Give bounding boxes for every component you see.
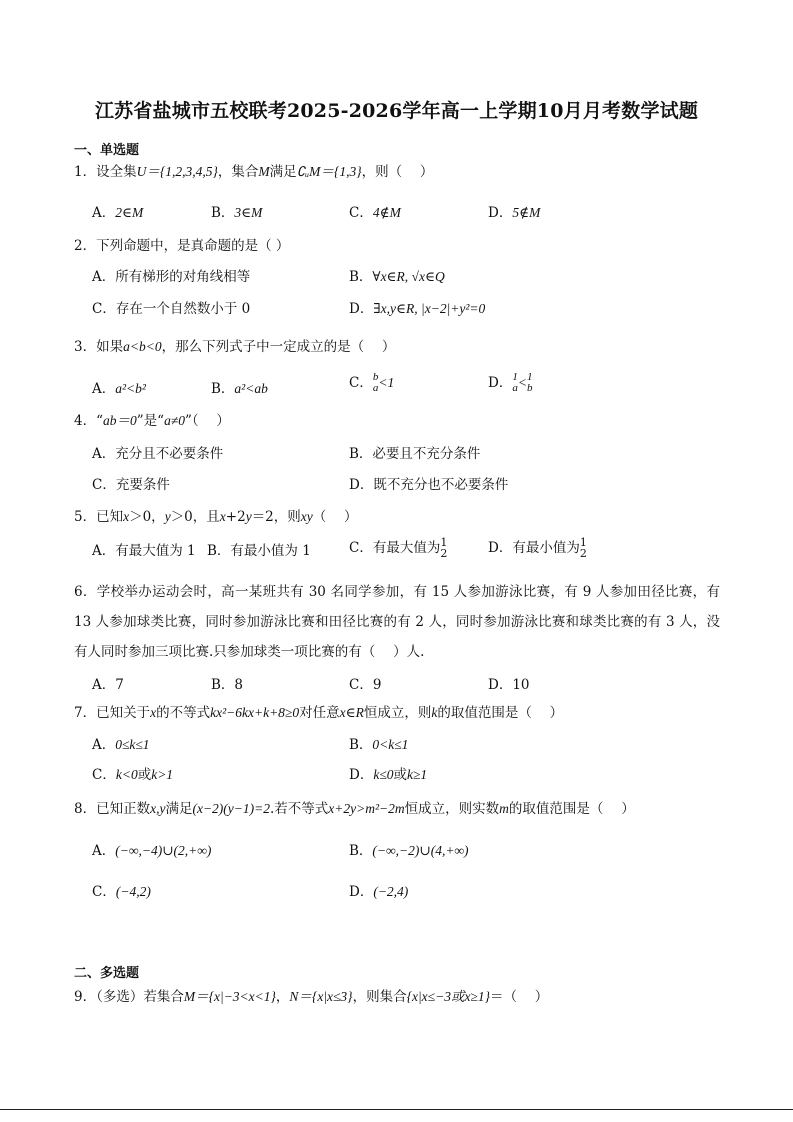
question-text: 对任意	[299, 705, 340, 721]
question-text: （多选）若集合	[96, 989, 184, 1005]
math-expression: <	[517, 375, 527, 390]
option-a: A．所有梯形的对角线相等	[92, 269, 251, 285]
question-number: 6．	[74, 584, 97, 600]
option-label: C．	[349, 375, 373, 391]
option-b: B．8	[211, 677, 244, 693]
option-label: D．	[488, 205, 513, 221]
question-text: 恒成立，则	[363, 705, 432, 721]
question-text: ，集合	[217, 164, 259, 180]
question-4	[74, 412, 230, 430]
math-expression: kx²−6kx+k+8≥0	[210, 705, 300, 720]
section-heading-multiple-choice: 二、多选题	[74, 966, 140, 981]
question-number: 4．	[74, 413, 97, 429]
question-text: ，那么下列式子中一定成立的是（ ）	[161, 339, 396, 355]
option-b: B．有最小值为 1	[207, 543, 311, 559]
question-text: ，则（ ）	[361, 164, 434, 180]
math-expression: (x−2)(y−1)=2	[192, 801, 270, 816]
question-6	[74, 577, 720, 667]
question-1	[74, 163, 433, 181]
question-text: 已知	[96, 509, 124, 525]
option-d	[349, 300, 485, 318]
option-d	[349, 766, 427, 784]
question-7	[74, 704, 563, 722]
math-expression: (−∞,−4)∪(2,+∞)	[115, 843, 212, 858]
option-b: B．必要且不充分条件	[349, 446, 481, 462]
math-expression: a≠0	[164, 413, 185, 428]
option-d	[349, 883, 408, 901]
option-label: B．	[349, 843, 373, 859]
question-number: 2．	[74, 238, 97, 254]
question-5	[74, 508, 358, 526]
option-b	[349, 736, 408, 754]
option-c: C．充要条件	[92, 477, 170, 493]
math-expression: m	[499, 801, 509, 816]
math-expression: ab＝0	[103, 413, 137, 428]
option-c	[349, 537, 447, 559]
math-expression: ∀x∈R, √x∈Q	[372, 269, 445, 284]
numerator: 1	[579, 536, 587, 549]
math-expression: 2∈M	[115, 205, 144, 220]
question-3	[74, 338, 395, 356]
option-label: B．	[349, 737, 373, 753]
page-bottom-rule	[0, 1109, 793, 1110]
option-d: D．10	[488, 677, 530, 693]
question-2	[74, 237, 289, 255]
option-b	[349, 842, 469, 860]
question-text: （ ）	[312, 509, 358, 525]
option-a	[92, 736, 150, 754]
option-d	[488, 204, 540, 222]
denominator: a	[372, 382, 379, 394]
question-text: 学校举办运动会时，高一某班共有 30 名同学参加，有 15 人参加游泳比赛，有 9 人参加田径比赛，有 13 人参加球类比赛，同时参加游泳比赛和田径比赛的有 2 人，同时参加游泳比赛和球类比赛的有 3 人，没有人同时参加三项比赛.只参加球类一项比赛的有（ ）人.	[74, 584, 720, 660]
option-c: C．9	[349, 677, 382, 693]
page-title: 江苏省盐城市五校联考2025-2026学年高一上学期10月月考数学试题	[94, 100, 699, 122]
option-label: C．	[92, 884, 116, 900]
question-number: 9．	[74, 989, 97, 1005]
question-text: 恒成立，则实数	[404, 801, 500, 817]
question-text: ”（ ）	[184, 413, 230, 429]
question-text: 下列命题中，是真命题的是（ ）	[96, 238, 290, 254]
math-expression: k>1	[151, 767, 174, 782]
math-expression: a²<ab	[234, 381, 268, 396]
math-expression: (−2,4)	[373, 884, 409, 899]
option-c	[92, 766, 173, 784]
math-expression: 4∉M	[372, 205, 401, 220]
option-label: A．	[92, 843, 116, 859]
question-text: 满足	[165, 801, 193, 817]
denominator: 2	[579, 547, 587, 560]
option-label: B．	[211, 381, 235, 397]
option-d	[488, 537, 587, 559]
fraction	[580, 537, 587, 559]
question-text: 已知关于	[96, 705, 151, 721]
option-b	[211, 204, 262, 222]
question-text: .若不等式	[270, 801, 329, 817]
question-number: 5．	[74, 509, 97, 525]
option-label: C．有最大值为	[349, 540, 441, 556]
math-expression: y	[245, 509, 252, 524]
math-expression: k≥1	[406, 767, 428, 782]
math-expression: N＝{x|x≤3}	[289, 989, 353, 1004]
fraction	[440, 537, 447, 559]
question-number: 1．	[74, 164, 97, 180]
option-a	[92, 842, 211, 860]
math-expression: 0<k≤1	[372, 737, 409, 752]
math-expression: ∃x,y∈R, |x−2|+y²=0	[373, 301, 486, 316]
option-a	[92, 380, 146, 398]
math-expression: 5∉M	[512, 205, 541, 220]
numerator: 1	[512, 371, 518, 383]
math-expression: x	[123, 509, 130, 524]
option-label: D．	[349, 884, 374, 900]
math-expression: 3∈M	[234, 205, 263, 220]
question-9	[74, 988, 548, 1006]
math-expression: x∈R	[339, 705, 364, 720]
option-a: A．充分且不必要条件	[92, 446, 224, 462]
question-text: ＞0，且	[170, 509, 220, 525]
option-c	[349, 204, 401, 222]
question-text: 设全集	[96, 164, 137, 180]
option-label: D．	[349, 767, 374, 783]
math-expression: k≤0	[373, 767, 394, 782]
question-number: 3．	[74, 339, 97, 355]
math-expression: a²<b²	[115, 381, 146, 396]
math-expression: U＝{1,2,3,4,5}	[136, 164, 218, 179]
math-expression: xy	[300, 509, 313, 524]
math-expression: {x|x≤−3或x≥1}	[406, 989, 490, 1004]
question-text: “	[96, 413, 103, 429]
denominator: a	[512, 382, 518, 394]
option-b	[349, 268, 445, 286]
math-expression: x	[150, 705, 157, 720]
question-text: ＝（ ）	[490, 989, 549, 1005]
question-8	[74, 800, 635, 818]
option-label: A．	[92, 205, 116, 221]
option-d	[488, 372, 532, 394]
question-text: ”是“	[136, 413, 165, 429]
denominator: 2	[440, 547, 448, 560]
math-expression: M	[258, 164, 270, 179]
question-text: 满足	[269, 164, 297, 180]
numerator: 1	[526, 371, 533, 383]
math-expression: x+2y>m²−2m	[328, 801, 405, 816]
option-label: C．	[92, 767, 116, 783]
option-text: 或	[137, 767, 152, 783]
option-label: B．	[349, 269, 373, 285]
fraction	[527, 372, 533, 394]
question-text: 的取值范围是（ ）	[437, 705, 564, 721]
section-heading-single-choice: 一、单选题	[74, 143, 140, 158]
option-label: C．	[349, 205, 373, 221]
denominator: b	[526, 382, 533, 394]
question-text: ，	[275, 989, 290, 1005]
option-c	[92, 883, 151, 901]
option-text: 或	[393, 767, 407, 783]
question-text: 如果	[96, 339, 124, 355]
math-expression: ∁ᵤM＝{1,3}	[296, 164, 362, 179]
math-expression: x	[219, 509, 226, 524]
option-label: B．	[211, 205, 235, 221]
numerator: 1	[440, 536, 448, 549]
option-label: A．	[92, 737, 116, 753]
question-text: 的取值范围是（ ）	[508, 801, 635, 817]
option-label: D．	[488, 375, 513, 391]
option-label: D．	[349, 301, 374, 317]
option-b	[211, 380, 268, 398]
numerator: b	[372, 371, 379, 383]
option-a: A．7	[92, 677, 124, 693]
math-expression: <1	[378, 375, 395, 390]
option-c: C．存在一个自然数小于 0	[92, 301, 251, 317]
math-expression: y	[164, 509, 171, 524]
question-text: 已知正数	[96, 801, 151, 817]
math-expression: 0≤k≤1	[115, 737, 150, 752]
question-text: ＝2，则	[251, 509, 301, 525]
question-number: 7．	[74, 705, 97, 721]
question-text: ＞0，	[129, 509, 165, 525]
question-text: 的不等式	[156, 705, 211, 721]
math-expression: (−∞,−2)∪(4,+∞)	[372, 843, 469, 858]
math-expression: k<0	[115, 767, 138, 782]
option-c	[349, 372, 394, 394]
math-expression: M＝{x|−3<x<1}	[183, 989, 276, 1004]
option-a: A．有最大值为 1	[92, 543, 196, 559]
option-label: A．	[92, 381, 116, 397]
math-expression: k	[431, 705, 438, 720]
math-expression: x,y	[150, 801, 166, 816]
math-expression: a<b<0	[123, 339, 162, 354]
question-number: 8．	[74, 801, 97, 817]
math-expression: (−4,2)	[115, 884, 151, 899]
question-text: ，则集合	[352, 989, 407, 1005]
option-label: D．有最小值为	[488, 540, 580, 556]
option-a	[92, 204, 143, 222]
option-d: D．既不充分也不必要条件	[349, 477, 509, 493]
question-text: +2	[225, 509, 246, 525]
